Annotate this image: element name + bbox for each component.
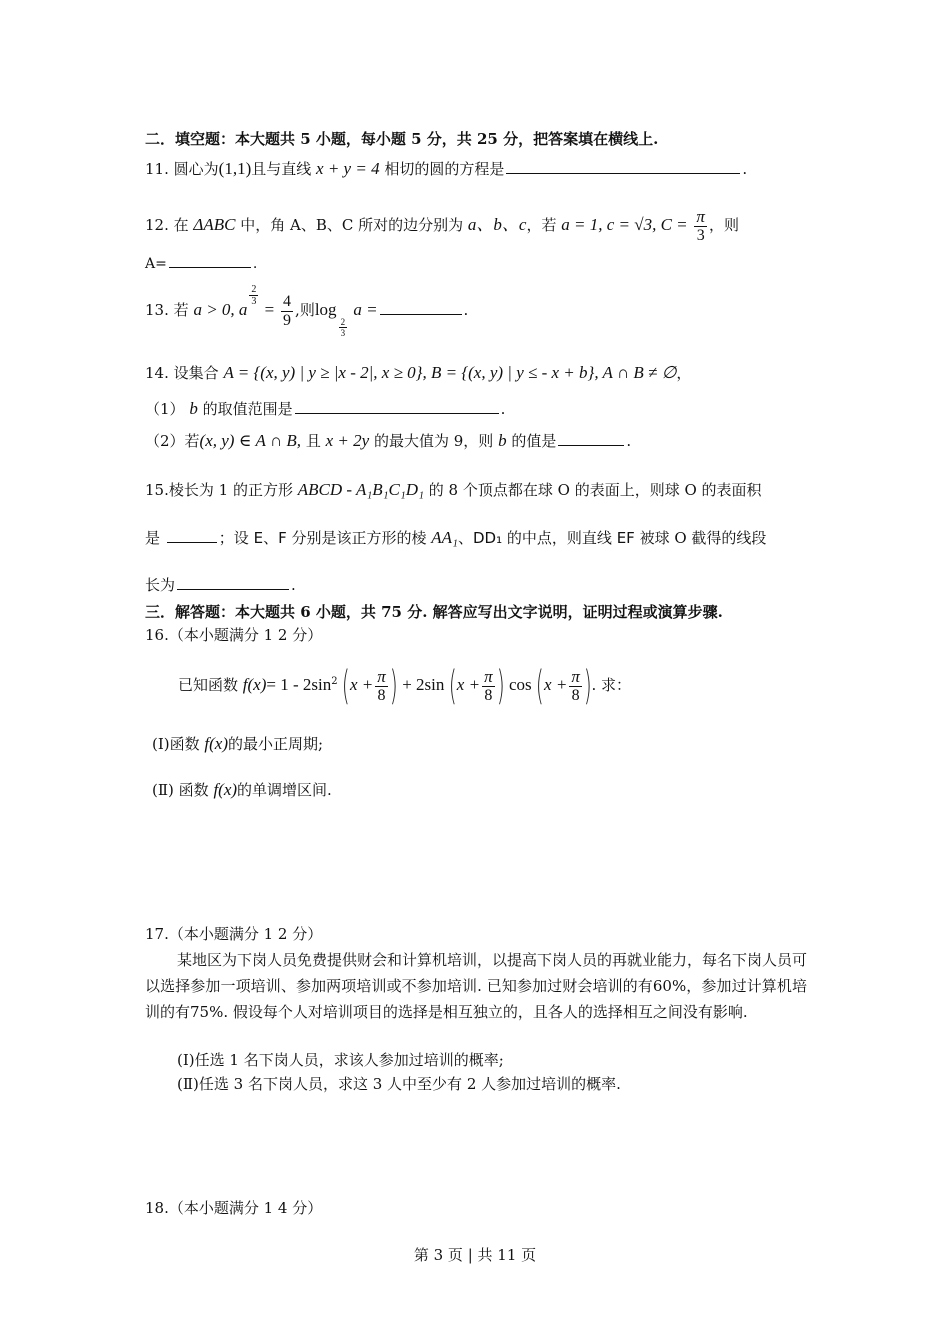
q18-heading: 18.（本小题满分 1 4 分） xyxy=(145,1199,323,1217)
q15-text1: 棱长为 1 的正方形 xyxy=(168,481,293,499)
q17-part-ii: (Ⅱ)任选 3 名下岗人员，求这 3 人中至少有 2 人参加过培训的概率. xyxy=(177,1075,621,1093)
q12-triangle: ΔABC xyxy=(193,215,236,234)
q12-answer-line xyxy=(145,253,257,275)
q16-plus-2sin: + 2sin xyxy=(402,675,445,694)
question-15-line1 xyxy=(145,476,762,504)
q16-ii-label: (Ⅱ) 函数 xyxy=(152,781,209,799)
q15-text2: 的 8 个顶点都在球 O 的表面上，则球 O 的表面积 xyxy=(428,481,762,499)
q15-text7: 被球 O 截得的线段 xyxy=(639,529,767,547)
q14-p1-end: . xyxy=(500,400,506,418)
q13-number: 13. xyxy=(145,301,169,319)
q14-p2-b: b xyxy=(498,431,507,450)
q15-end: . xyxy=(291,576,296,594)
q14-part1 xyxy=(145,398,505,420)
q16-paren-close-3: ) xyxy=(583,663,592,709)
q12-number: 12. xyxy=(145,216,169,234)
question-12 xyxy=(145,205,739,245)
q16-paren-open-3: ( xyxy=(536,663,545,709)
q15-sep: 、 xyxy=(457,529,473,547)
q14-p2-text3: 的值是 xyxy=(511,432,557,450)
q14-set-b: , B = {(x, y) | y ≤ - x + b} xyxy=(422,363,595,382)
q14-p2-end: . xyxy=(626,432,632,450)
q14-p2-text1: 且 xyxy=(305,432,321,450)
q15-dd: DD₁ xyxy=(472,529,503,547)
q16-ii-text: 的单调增区间. xyxy=(237,781,332,799)
q11-end: . xyxy=(742,160,748,178)
q15-text8: 长为 xyxy=(145,576,176,594)
q11-number: 11. xyxy=(145,160,169,178)
q12-text4: ，则 xyxy=(708,216,739,234)
q13-condition: a > 0, a xyxy=(193,300,248,319)
q12-text2: 中，角 A、B、C 所对的边分别为 xyxy=(235,216,468,234)
q16-i-label: (Ⅰ)函数 xyxy=(152,735,200,753)
q16-i-text: 的最小正周期; xyxy=(228,735,324,753)
q16-pi-8-3: $\frac{\pi}{8}$ xyxy=(571,666,580,704)
q16-cos: cos xyxy=(508,675,532,694)
q12-answer-blank[interactable] xyxy=(169,253,251,268)
q13-end: . xyxy=(463,301,469,319)
q16-paren-close-1: ) xyxy=(389,663,398,709)
q16-x-plus-1: x + xyxy=(350,675,374,694)
question-15-line2 xyxy=(145,524,766,552)
page-footer: 第 3 页 | 共 11 页 xyxy=(413,1246,537,1264)
q14-p1-label: （1） xyxy=(145,400,185,418)
q16-paren-open-1: ( xyxy=(342,663,351,709)
q15-segment-blank[interactable] xyxy=(177,575,289,590)
q13-equals: = xyxy=(260,300,275,319)
q11-text3: 相切的圆的方程是 xyxy=(384,160,505,178)
q16-eq: = 1 - 2sin xyxy=(266,675,332,694)
q17-heading: 17.（本小题满分 1 2 分） xyxy=(145,925,323,943)
q16-tail: . 求： xyxy=(591,676,632,694)
q15-area-blank[interactable] xyxy=(167,528,217,543)
question-13 xyxy=(145,284,469,338)
q15-text4: ；设 xyxy=(218,529,249,547)
q11-text1: 圆心为 xyxy=(173,160,219,178)
q14-set-a: A = {(x, y) | y ≥ |x - 2|, x ≥ 0} xyxy=(223,363,423,382)
q16-function xyxy=(178,658,631,709)
q17-part-i: (Ⅰ)任选 1 名下岗人员，求该人参加过培训的概率; xyxy=(177,1051,504,1069)
q15-ef2: EF xyxy=(616,529,635,547)
q12-condition: a = 1, c = √3, C = xyxy=(561,215,688,234)
q13-answer-blank[interactable] xyxy=(380,302,462,315)
q12-answer-label: A= xyxy=(145,256,167,272)
q14-part2 xyxy=(145,428,631,454)
q12-sides: a、b、c xyxy=(467,215,527,234)
q13-log: log xyxy=(314,300,337,319)
question-15-line3 xyxy=(145,574,296,596)
q14-p2-answer-blank[interactable] xyxy=(558,431,624,446)
question-11 xyxy=(145,158,747,180)
q14-condition: , A ∩ B ≠ ∅ xyxy=(594,363,677,382)
q12-pi-over-3: $\frac{\pi}{3}$ xyxy=(696,206,705,244)
q13-text2: ,则 xyxy=(295,301,315,319)
q16-fx: f(x) xyxy=(242,675,267,694)
q14-p1-answer-blank[interactable] xyxy=(295,399,499,414)
q16-paren-close-2: ) xyxy=(496,663,505,709)
q17-body: 某地区为下岗人员免费提供财会和计算机培训，以提高下岗人员的再就业能力，每名下岗人员可以选择参加一项培训、参加两项培训或不参加培训. 已知参加过财会培训的有60%，参加过计算机培训的有75%. 假设每个人对培训项目的选择是相互独立的，且各人的选择相互之间没有影响. xyxy=(145,951,808,1021)
q14-p2-membership: (x, y) ∈ A ∩ B, xyxy=(199,431,302,450)
q12-text3: ，若 xyxy=(526,216,562,234)
q14-comma: ， xyxy=(676,364,692,382)
q13-text1: 若 xyxy=(173,301,189,319)
q16-ii-fx: f(x) xyxy=(213,780,238,799)
q14-p2-text2: 的最大值为 9，则 xyxy=(373,432,494,450)
q13-log-base: $\frac{2}{3}$ xyxy=(340,317,346,338)
q16-square: 2 xyxy=(331,676,338,687)
q14-text1: 设集合 xyxy=(173,364,219,382)
q15-cube: ABCD - A₁B₁C₁D₁ xyxy=(297,480,424,499)
section3-header: 三．解答题：本大题共 6 小题，共 75 分. 解答应写出文字说明，证明过程或演算步骤. xyxy=(145,603,723,621)
q14-p2-expr: x + 2y xyxy=(325,431,370,450)
q14-p1-text: 的取值范围是 xyxy=(202,400,293,418)
q13-tail: a = xyxy=(349,300,378,319)
q14-p2-label: （2）若 xyxy=(145,432,200,450)
q16-text1: 已知函数 xyxy=(178,676,239,694)
q15-text6: 的中点，则直线 xyxy=(506,529,612,547)
q15-number: 15. xyxy=(145,481,169,499)
q16-paren-open-2: ( xyxy=(449,663,457,709)
q16-x-plus-3: x + xyxy=(544,675,568,694)
q16-i-fx: f(x) xyxy=(204,734,229,753)
q11-text2: 且与直线 xyxy=(251,160,312,178)
q16-heading: 16.（本小题满分 1 2 分） xyxy=(145,626,323,644)
q15-text3: 是 xyxy=(145,529,161,547)
q12-end: . xyxy=(252,256,258,272)
q15-aa: AA₁ xyxy=(431,528,458,547)
q12-text1: 在 xyxy=(173,216,194,234)
q16-part-ii xyxy=(152,776,332,804)
q13-fraction: $\frac{4}{9}$ xyxy=(283,292,292,329)
q11-center: (1,1) xyxy=(218,159,252,178)
q16-part-i xyxy=(152,730,323,758)
q16-x-plus-2: x + xyxy=(456,675,481,694)
q11-answer-blank[interactable] xyxy=(506,159,740,174)
q14-number: 14. xyxy=(145,364,169,382)
q15-ef: E、F xyxy=(253,529,287,547)
q16-pi-8-2: $\frac{\pi}{8}$ xyxy=(484,666,493,704)
q14-p1-b: b xyxy=(189,399,198,418)
q13-exponent: $\frac{2}{3}$ xyxy=(251,284,257,307)
q15-text5: 分别是该正方形的棱 xyxy=(291,529,427,547)
question-14 xyxy=(145,358,691,388)
q16-pi-8-1: $\frac{\pi}{8}$ xyxy=(377,666,386,704)
section2-header: 二．填空题：本大题共 5 小题，每小题 5 分，共 25 分，把答案填在横线上. xyxy=(145,130,659,148)
q11-line: x + y = 4 xyxy=(316,159,380,178)
